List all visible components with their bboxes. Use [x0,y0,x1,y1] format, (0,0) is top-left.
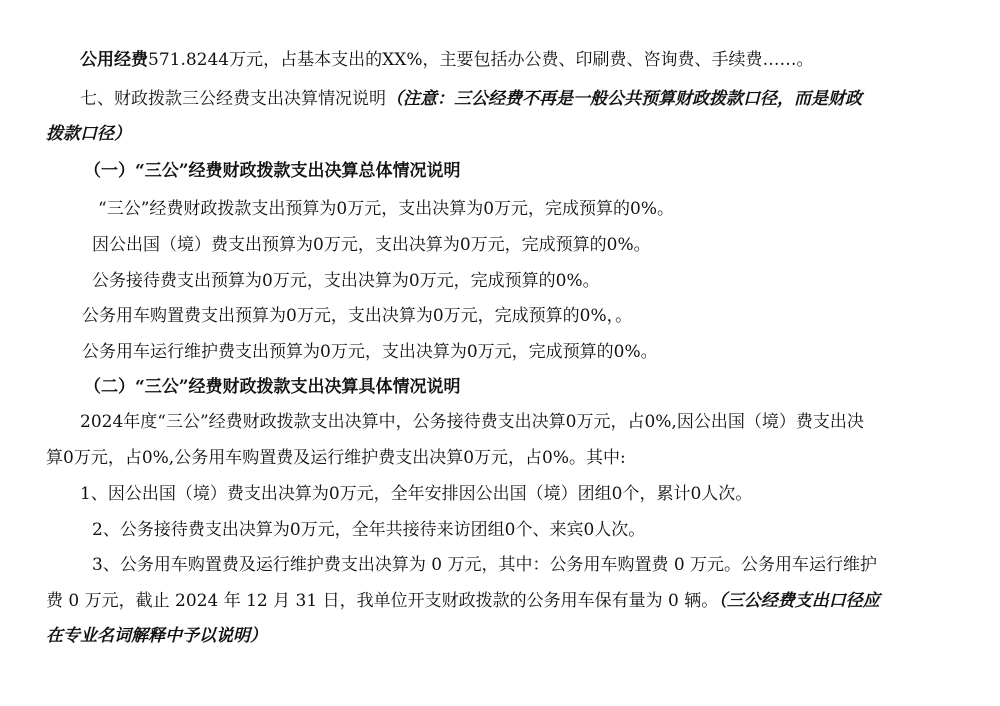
sangong-total-line: “三公”经费财政拨款支出预算为0万元，支出决算为0万元，完成预算的0%。 [98,199,674,219]
vehicle-maintenance-line: 公务用车运行维护费支出预算为0万元，支出决算为0万元，完成预算的0%。 [82,342,658,362]
detail-paragraph-line-2: 算0万元，占0%,公务用车购置费及运行维护费支出决算0万元，占0%。其中: [46,448,626,468]
section-7-note-continued [46,122,131,146]
section-7-note: （注意：三公经费不再是一般公共预算财政拨款口径，而是财政 [386,89,862,109]
subsection-1-heading: （一）“三公”经费财政拨款支出决算总体情况说明 [84,161,461,181]
overseas-travel-line: 因公出国（境）费支出预算为0万元，支出决算为0万元，完成预算的0%。 [92,235,651,255]
reception-line: 公务接待费支出预算为0万元，支出决算为0万元，完成预算的0%。 [92,271,600,291]
vehicle-purchase-line: 公务用车购置费支出预算为0万元，支出决算为0万元，完成预算的0%，。 [82,306,633,326]
public-expense-paragraph [80,48,813,72]
subsection-2-heading: （二）“三公”经费财政拨款支出决算具体情况说明 [84,377,461,397]
public-expense-text: 571.8244万元，占基本支出的XX%，主要包括办公费、印刷费、咨询费、手续费……。 [148,50,814,70]
section-7-heading-line [80,87,862,111]
item-1-overseas: 1、因公出国（境）费支出决算为0万元，全年安排因公出国（境）团组0个，累计0人次。 [80,484,753,504]
item-3-vehicle-count: 费 0 万元，截止 2024 年 12 月 31 日，我单位开支财政拨款的公务用车保有量为 0 辆。 [46,591,719,611]
detail-paragraph-line-1: 2024年度“三公”经费财政拨款支出决算中，公务接待费支出决算0万元，占0%,因公出国（境）费支出决 [80,412,864,432]
item-2-reception: 2、公务接待费支出决算为0万元，全年共接待来访团组0个、来宾0人次。 [92,520,646,540]
public-expense-label: 公用经费 [80,50,148,70]
item-3-line-1: 3、公务用车购置费及运行维护费支出决算为 0 万元，其中：公务用车购置费 0 万元。公务用车运行维护 [92,555,878,575]
section-7-note-end: 拨款口径） [46,124,131,144]
section-7-heading: 七、财政拨款三公经费支出决算情况说明 [80,89,386,109]
item-3-line-2 [46,589,880,613]
item-3-note-continued: 在专业名词解释中予以说明） [46,626,267,646]
item-3-note: （三公经费支出口径应 [718,591,880,611]
